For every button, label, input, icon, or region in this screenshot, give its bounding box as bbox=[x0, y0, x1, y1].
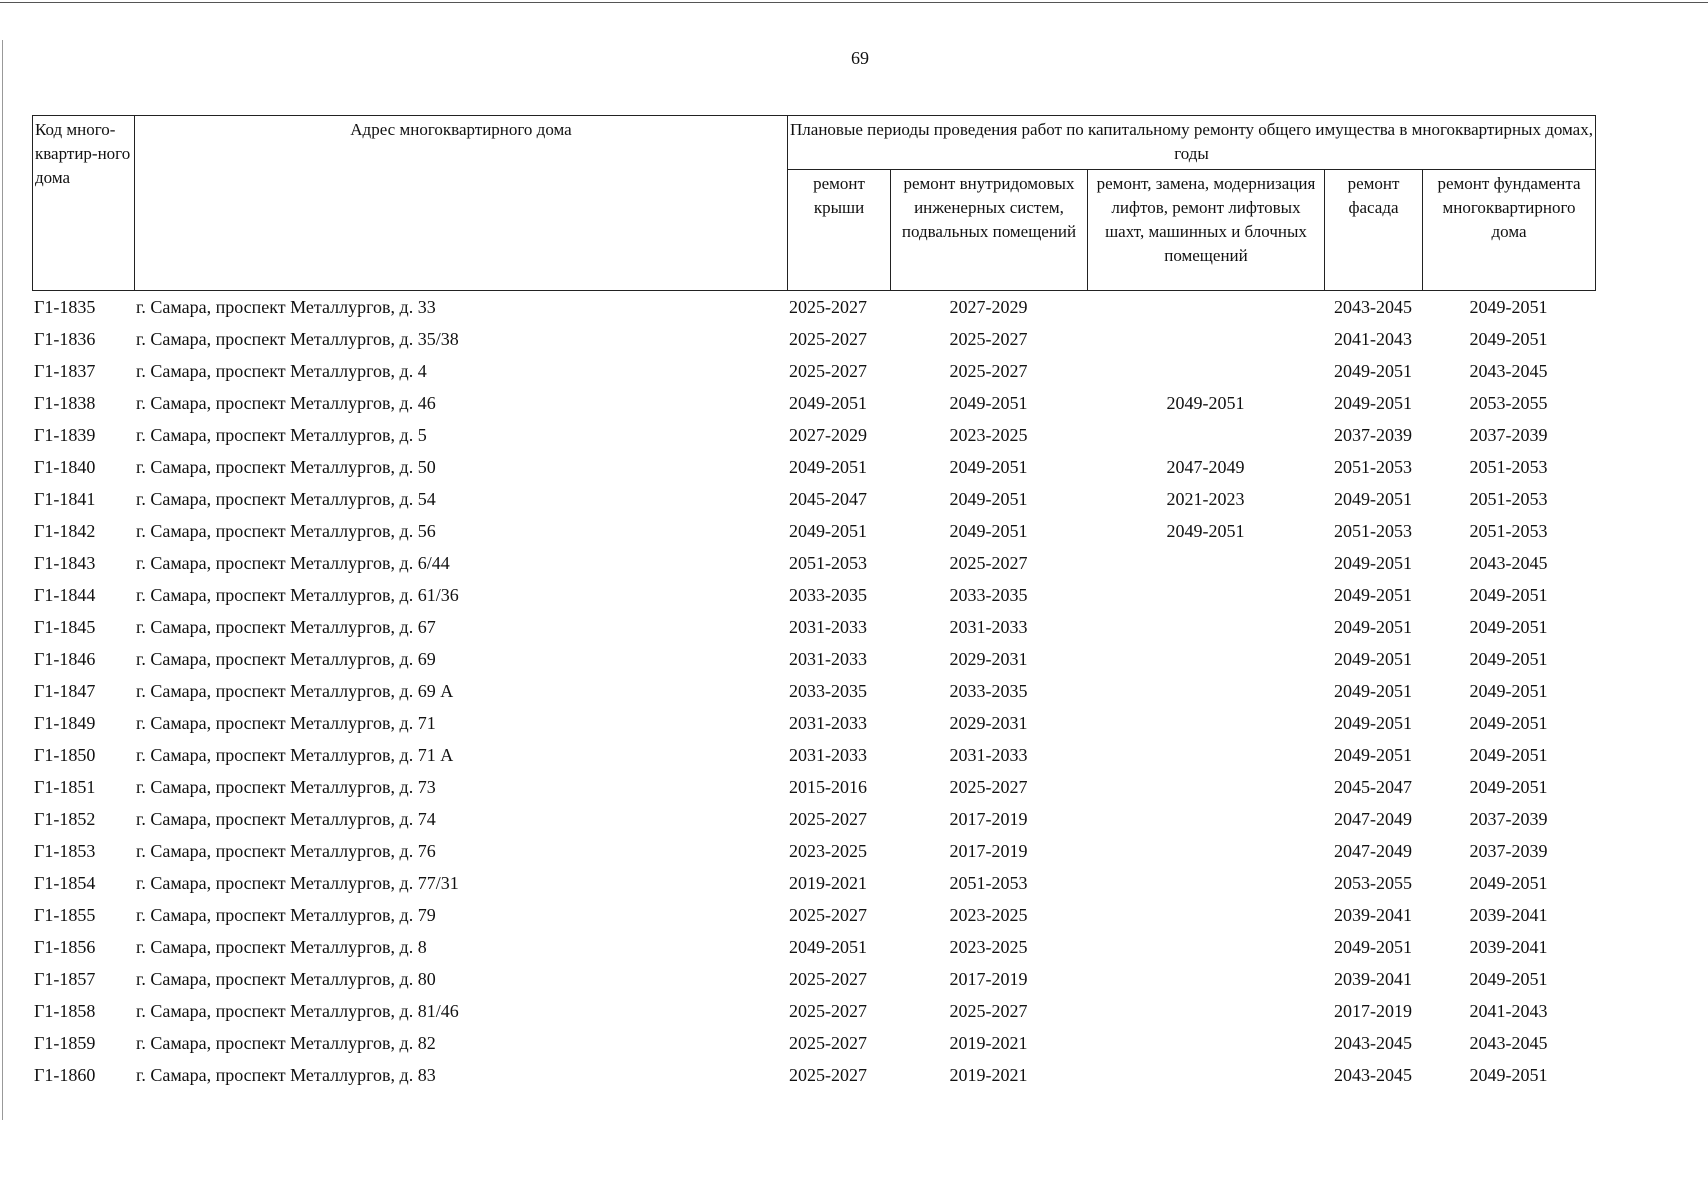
left-border-line bbox=[2, 40, 3, 1120]
cell-elevators bbox=[1087, 355, 1324, 387]
cell-address: г. Самара, проспект Металлургов, д. 50 bbox=[136, 457, 436, 477]
cell-code: Г1-1849 bbox=[34, 713, 96, 733]
cell-elevators bbox=[1087, 835, 1324, 867]
cell-facade: 2049-2051 bbox=[1334, 937, 1412, 957]
cell-systems: 2017-2019 bbox=[949, 809, 1028, 829]
cell-code: Г1-1842 bbox=[34, 521, 96, 541]
cell-address: г. Самара, проспект Металлургов, д. 82 bbox=[136, 1033, 436, 1053]
table-row bbox=[32, 355, 1595, 387]
table-row bbox=[32, 739, 1595, 771]
cell-roof: 2025-2027 bbox=[789, 1065, 867, 1085]
cell-elevators bbox=[1087, 579, 1324, 611]
table-row bbox=[32, 1059, 1595, 1091]
cell-elevators bbox=[1087, 291, 1324, 323]
cell-address: г. Самара, проспект Металлургов, д. 69 А bbox=[136, 681, 454, 701]
cell-facade: 2049-2051 bbox=[1334, 393, 1412, 413]
cell-address: г. Самара, проспект Металлургов, д. 77/31 bbox=[136, 873, 459, 893]
cell-address: г. Самара, проспект Металлургов, д. 35/38 bbox=[136, 329, 459, 349]
data-table bbox=[32, 291, 1595, 1091]
cell-code: Г1-1839 bbox=[34, 425, 96, 445]
cell-facade: 2049-2051 bbox=[1334, 489, 1412, 509]
cell-facade: 2051-2053 bbox=[1334, 457, 1412, 477]
cell-foundation: 2037-2039 bbox=[1469, 425, 1548, 445]
cell-systems: 2017-2019 bbox=[949, 841, 1028, 861]
table-row bbox=[32, 547, 1595, 579]
cell-address: г. Самара, проспект Металлургов, д. 73 bbox=[136, 777, 436, 797]
cell-elevators bbox=[1087, 707, 1324, 739]
cell-elevators bbox=[1087, 739, 1324, 771]
cell-address: г. Самара, проспект Металлургов, д. 67 bbox=[136, 617, 436, 637]
cell-address: г. Самара, проспект Металлургов, д. 33 bbox=[136, 297, 436, 317]
cell-systems: 2019-2021 bbox=[949, 1065, 1028, 1085]
table-row bbox=[32, 323, 1595, 355]
cell-systems: 2049-2051 bbox=[949, 521, 1028, 541]
cell-elevators bbox=[1087, 611, 1324, 643]
cell-roof: 2031-2033 bbox=[789, 713, 867, 733]
cell-code: Г1-1846 bbox=[34, 649, 96, 669]
cell-foundation: 2049-2051 bbox=[1469, 649, 1548, 669]
cell-roof: 2049-2051 bbox=[789, 457, 867, 477]
cell-systems: 2049-2051 bbox=[949, 393, 1028, 413]
cell-facade: 2041-2043 bbox=[1334, 329, 1412, 349]
cell-roof: 2025-2027 bbox=[789, 969, 867, 989]
cell-facade: 2049-2051 bbox=[1334, 617, 1412, 637]
cell-address: г. Самара, проспект Металлургов, д. 46 bbox=[136, 393, 436, 413]
header-address: Адрес многоквартирного дома bbox=[135, 116, 788, 291]
cell-foundation: 2043-2045 bbox=[1469, 553, 1548, 573]
cell-address: г. Самара, проспект Металлургов, д. 71 А bbox=[136, 745, 454, 765]
cell-elevators: 2049-2051 bbox=[1166, 393, 1245, 413]
cell-foundation: 2049-2051 bbox=[1469, 777, 1548, 797]
table-row bbox=[32, 579, 1595, 611]
cell-foundation: 2051-2053 bbox=[1469, 489, 1548, 509]
cell-systems: 2029-2031 bbox=[949, 649, 1028, 669]
cell-facade: 2053-2055 bbox=[1334, 873, 1412, 893]
cell-roof: 2025-2027 bbox=[789, 329, 867, 349]
cell-code: Г1-1841 bbox=[34, 489, 96, 509]
cell-elevators bbox=[1087, 963, 1324, 995]
cell-systems: 2031-2033 bbox=[949, 745, 1028, 765]
cell-foundation: 2037-2039 bbox=[1469, 841, 1548, 861]
table-row bbox=[32, 899, 1595, 931]
cell-code: Г1-1860 bbox=[34, 1065, 96, 1085]
cell-elevators bbox=[1087, 803, 1324, 835]
cell-address: г. Самара, проспект Металлургов, д. 74 bbox=[136, 809, 436, 829]
cell-foundation: 2043-2045 bbox=[1469, 361, 1548, 381]
table-row bbox=[32, 611, 1595, 643]
table-header bbox=[32, 115, 1596, 291]
cell-code: Г1-1858 bbox=[34, 1001, 96, 1021]
cell-foundation: 2049-2051 bbox=[1469, 617, 1548, 637]
table-body bbox=[32, 291, 1595, 1091]
table-row bbox=[32, 291, 1595, 323]
cell-systems: 2049-2051 bbox=[949, 457, 1028, 477]
cell-address: г. Самара, проспект Металлургов, д. 56 bbox=[136, 521, 436, 541]
cell-address: г. Самара, проспект Металлургов, д. 61/36 bbox=[136, 585, 459, 605]
cell-roof: 2049-2051 bbox=[789, 937, 867, 957]
cell-code: Г1-1836 bbox=[34, 329, 96, 349]
table-row bbox=[32, 515, 1595, 547]
header-systems: ремонт внутридомовых инженерных систем, подвальных помещений bbox=[891, 170, 1088, 291]
cell-facade: 2049-2051 bbox=[1334, 713, 1412, 733]
cell-address: г. Самара, проспект Металлургов, д. 5 bbox=[136, 425, 427, 445]
cell-systems: 2025-2027 bbox=[949, 1001, 1028, 1021]
cell-code: Г1-1853 bbox=[34, 841, 96, 861]
cell-roof: 2025-2027 bbox=[789, 1001, 867, 1021]
cell-code: Г1-1845 bbox=[34, 617, 96, 637]
cell-facade: 2037-2039 bbox=[1334, 425, 1412, 445]
table-row bbox=[32, 835, 1595, 867]
cell-address: г. Самара, проспект Металлургов, д. 8 bbox=[136, 937, 427, 957]
cell-roof: 2049-2051 bbox=[789, 393, 867, 413]
cell-address: г. Самара, проспект Металлургов, д. 6/44 bbox=[136, 553, 450, 573]
cell-systems: 2049-2051 bbox=[949, 489, 1028, 509]
cell-code: Г1-1838 bbox=[34, 393, 96, 413]
header-periods: Плановые периоды проведения работ по капитальному ремонту общего имущества в многоквартирных домах, годы bbox=[788, 116, 1596, 170]
cell-address: г. Самара, проспект Металлургов, д. 83 bbox=[136, 1065, 436, 1085]
header-facade: ремонт фасада bbox=[1325, 170, 1423, 291]
cell-foundation: 2049-2051 bbox=[1469, 329, 1548, 349]
cell-roof: 2025-2027 bbox=[789, 297, 867, 317]
cell-foundation: 2049-2051 bbox=[1469, 969, 1548, 989]
cell-address: г. Самара, проспект Металлургов, д. 76 bbox=[136, 841, 436, 861]
cell-foundation: 2039-2041 bbox=[1469, 937, 1548, 957]
cell-facade: 2049-2051 bbox=[1334, 553, 1412, 573]
cell-systems: 2029-2031 bbox=[949, 713, 1028, 733]
cell-code: Г1-1856 bbox=[34, 937, 96, 957]
cell-code: Г1-1850 bbox=[34, 745, 96, 765]
cell-address: г. Самара, проспект Металлургов, д. 54 bbox=[136, 489, 436, 509]
cell-systems: 2033-2035 bbox=[949, 681, 1028, 701]
cell-facade: 2047-2049 bbox=[1334, 841, 1412, 861]
table-row bbox=[32, 1027, 1595, 1059]
cell-systems: 2017-2019 bbox=[949, 969, 1028, 989]
cell-address: г. Самара, проспект Металлургов, д. 71 bbox=[136, 713, 436, 733]
cell-foundation: 2049-2051 bbox=[1469, 713, 1548, 733]
cell-roof: 2031-2033 bbox=[789, 745, 867, 765]
cell-roof: 2025-2027 bbox=[789, 905, 867, 925]
cell-code: Г1-1840 bbox=[34, 457, 96, 477]
cell-roof: 2025-2027 bbox=[789, 809, 867, 829]
table-row bbox=[32, 931, 1595, 963]
cell-foundation: 2049-2051 bbox=[1469, 1065, 1548, 1085]
cell-code: Г1-1835 bbox=[34, 297, 96, 317]
table-row bbox=[32, 995, 1595, 1027]
cell-systems: 2019-2021 bbox=[949, 1033, 1028, 1053]
cell-roof: 2025-2027 bbox=[789, 361, 867, 381]
cell-code: Г1-1859 bbox=[34, 1033, 96, 1053]
header-foundation: ремонт фундамента многоквартирного дома bbox=[1423, 170, 1596, 291]
cell-code: Г1-1854 bbox=[34, 873, 96, 893]
cell-roof: 2033-2035 bbox=[789, 681, 867, 701]
cell-roof: 2027-2029 bbox=[789, 425, 867, 445]
table-row bbox=[32, 963, 1595, 995]
cell-code: Г1-1837 bbox=[34, 361, 96, 381]
cell-foundation: 2053-2055 bbox=[1469, 393, 1548, 413]
cell-roof: 2031-2033 bbox=[789, 617, 867, 637]
cell-facade: 2043-2045 bbox=[1334, 297, 1412, 317]
cell-elevators bbox=[1087, 419, 1324, 451]
cell-systems: 2025-2027 bbox=[949, 553, 1028, 573]
table-row bbox=[32, 483, 1595, 515]
cell-address: г. Самара, проспект Металлургов, д. 79 bbox=[136, 905, 436, 925]
cell-roof: 2049-2051 bbox=[789, 521, 867, 541]
cell-code: Г1-1855 bbox=[34, 905, 96, 925]
cell-code: Г1-1851 bbox=[34, 777, 96, 797]
cell-elevators bbox=[1087, 547, 1324, 579]
cell-roof: 2051-2053 bbox=[789, 553, 867, 573]
cell-roof: 2031-2033 bbox=[789, 649, 867, 669]
cell-address: г. Самара, проспект Металлургов, д. 81/46 bbox=[136, 1001, 459, 1021]
cell-roof: 2015-2016 bbox=[789, 777, 867, 797]
cell-roof: 2023-2025 bbox=[789, 841, 867, 861]
cell-facade: 2043-2045 bbox=[1334, 1065, 1412, 1085]
cell-systems: 2051-2053 bbox=[949, 873, 1028, 893]
cell-foundation: 2049-2051 bbox=[1469, 297, 1548, 317]
cell-systems: 2025-2027 bbox=[949, 361, 1028, 381]
cell-code: Г1-1843 bbox=[34, 553, 96, 573]
cell-systems: 2027-2029 bbox=[949, 297, 1028, 317]
cell-systems: 2023-2025 bbox=[949, 905, 1028, 925]
cell-elevators bbox=[1087, 867, 1324, 899]
cell-facade: 2039-2041 bbox=[1334, 905, 1412, 925]
cell-systems: 2031-2033 bbox=[949, 617, 1028, 637]
table-row bbox=[32, 803, 1595, 835]
cell-foundation: 2037-2039 bbox=[1469, 809, 1548, 829]
cell-facade: 2049-2051 bbox=[1334, 745, 1412, 765]
cell-elevators bbox=[1087, 675, 1324, 707]
cell-facade: 2043-2045 bbox=[1334, 1033, 1412, 1053]
cell-elevators bbox=[1087, 995, 1324, 1027]
header-code: Код много-квартир-ного дома bbox=[33, 116, 135, 291]
cell-foundation: 2049-2051 bbox=[1469, 745, 1548, 765]
cell-roof: 2025-2027 bbox=[789, 1033, 867, 1053]
cell-facade: 2049-2051 bbox=[1334, 681, 1412, 701]
cell-elevators bbox=[1087, 899, 1324, 931]
cell-facade: 2049-2051 bbox=[1334, 649, 1412, 669]
table-row bbox=[32, 387, 1595, 419]
cell-elevators bbox=[1087, 931, 1324, 963]
cell-foundation: 2049-2051 bbox=[1469, 681, 1548, 701]
cell-systems: 2025-2027 bbox=[949, 329, 1028, 349]
cell-foundation: 2049-2051 bbox=[1469, 585, 1548, 605]
header-roof: ремонт крыши bbox=[788, 170, 891, 291]
table-row bbox=[32, 707, 1595, 739]
cell-address: г. Самара, проспект Металлургов, д. 80 bbox=[136, 969, 436, 989]
cell-foundation: 2051-2053 bbox=[1469, 521, 1548, 541]
table-row bbox=[32, 643, 1595, 675]
cell-systems: 2023-2025 bbox=[949, 425, 1028, 445]
cell-elevators: 2021-2023 bbox=[1166, 489, 1245, 509]
header-elevators: ремонт, замена, модернизация лифтов, ремонт лифтовых шахт, машинных и блочных помещений bbox=[1088, 170, 1325, 291]
cell-code: Г1-1852 bbox=[34, 809, 96, 829]
cell-facade: 2045-2047 bbox=[1334, 777, 1412, 797]
top-border-line bbox=[0, 2, 1708, 3]
cell-address: г. Самара, проспект Металлургов, д. 69 bbox=[136, 649, 436, 669]
cell-code: Г1-1857 bbox=[34, 969, 96, 989]
table-row bbox=[32, 451, 1595, 483]
cell-code: Г1-1844 bbox=[34, 585, 96, 605]
cell-foundation: 2041-2043 bbox=[1469, 1001, 1548, 1021]
cell-roof: 2019-2021 bbox=[789, 873, 867, 893]
cell-elevators: 2049-2051 bbox=[1166, 521, 1245, 541]
cell-elevators bbox=[1087, 1027, 1324, 1059]
cell-code: Г1-1847 bbox=[34, 681, 96, 701]
cell-foundation: 2039-2041 bbox=[1469, 905, 1548, 925]
table-row bbox=[32, 867, 1595, 899]
cell-address: г. Самара, проспект Металлургов, д. 4 bbox=[136, 361, 427, 381]
cell-roof: 2033-2035 bbox=[789, 585, 867, 605]
cell-systems: 2033-2035 bbox=[949, 585, 1028, 605]
cell-elevators bbox=[1087, 323, 1324, 355]
cell-facade: 2017-2019 bbox=[1334, 1001, 1412, 1021]
cell-facade: 2039-2041 bbox=[1334, 969, 1412, 989]
cell-roof: 2045-2047 bbox=[789, 489, 867, 509]
cell-elevators bbox=[1087, 771, 1324, 803]
cell-facade: 2047-2049 bbox=[1334, 809, 1412, 829]
cell-foundation: 2049-2051 bbox=[1469, 873, 1548, 893]
page-number: 69 bbox=[851, 48, 869, 68]
cell-systems: 2023-2025 bbox=[949, 937, 1028, 957]
cell-elevators: 2047-2049 bbox=[1166, 457, 1245, 477]
cell-elevators bbox=[1087, 643, 1324, 675]
cell-facade: 2051-2053 bbox=[1334, 521, 1412, 541]
table-row bbox=[32, 419, 1595, 451]
cell-foundation: 2051-2053 bbox=[1469, 457, 1548, 477]
cell-facade: 2049-2051 bbox=[1334, 361, 1412, 381]
cell-foundation: 2043-2045 bbox=[1469, 1033, 1548, 1053]
cell-elevators bbox=[1087, 1059, 1324, 1091]
cell-systems: 2025-2027 bbox=[949, 777, 1028, 797]
table-row bbox=[32, 771, 1595, 803]
table-row bbox=[32, 675, 1595, 707]
cell-facade: 2049-2051 bbox=[1334, 585, 1412, 605]
